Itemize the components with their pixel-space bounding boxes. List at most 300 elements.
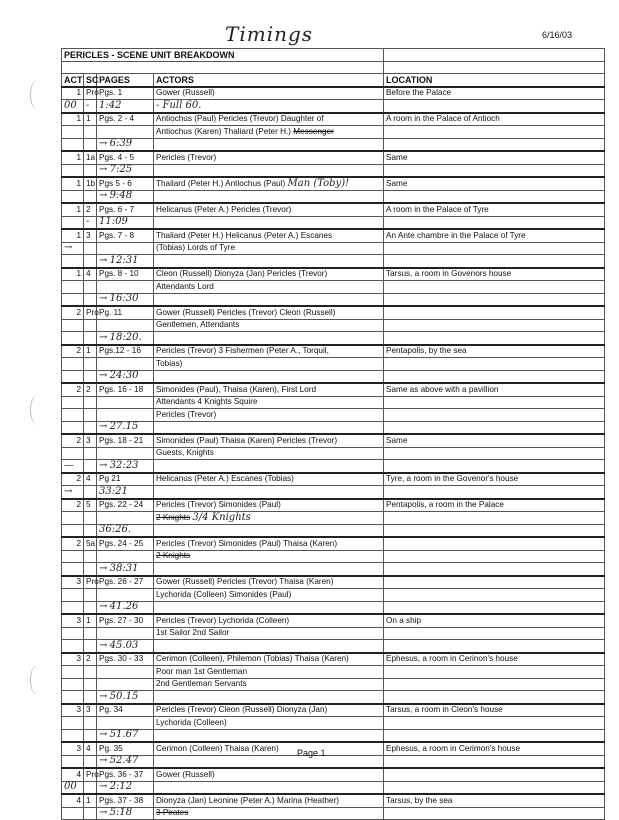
actors-cell <box>154 781 384 794</box>
act-cell: 2 <box>62 345 84 358</box>
act-cell <box>62 100 84 113</box>
scene-cell <box>84 293 97 306</box>
act-cell <box>62 563 84 576</box>
location-cell <box>384 396 605 409</box>
location-cell <box>384 332 605 345</box>
act-cell <box>62 396 84 409</box>
arrow-mark: → <box>99 293 108 305</box>
actors-text: Helicanus (Peter A.) Escanes (Tobias) <box>156 474 294 484</box>
timing-row <box>62 164 605 177</box>
location-cell <box>384 370 605 383</box>
actors-cell <box>154 768 384 781</box>
location-cell: On a ship <box>384 614 605 627</box>
timing-row <box>62 755 605 768</box>
actors-text: Lychorida (Colleen) <box>156 717 227 727</box>
scene-cell <box>84 447 97 460</box>
pages-cell <box>97 563 154 576</box>
act-cell: 1 <box>62 151 84 164</box>
scene-cell: 4 <box>84 473 97 486</box>
pages-cell <box>97 678 154 691</box>
timing-value: 7:25 <box>109 164 133 176</box>
actors-cell <box>154 550 384 563</box>
arrow-mark: → <box>99 729 108 741</box>
act-cell: 3 <box>62 614 84 627</box>
scene-cell <box>84 332 97 345</box>
act-cell <box>62 781 84 794</box>
arrow-mark: → <box>99 781 108 793</box>
actors-text: Helicanus (Peter A.) Pericles (Trevor) <box>156 204 292 214</box>
arrow-mark: → <box>99 601 108 613</box>
act-cell: 1 <box>62 229 84 242</box>
pages-cell <box>97 807 154 820</box>
location-cell: Same <box>384 151 605 164</box>
scene-cell <box>84 421 97 434</box>
scene-row <box>62 87 605 100</box>
timing-value: 38:31 <box>109 562 139 574</box>
pages-cell <box>97 358 154 371</box>
pages-cell <box>97 396 154 409</box>
act-cell <box>62 281 84 294</box>
timing-value: 27.15 <box>109 421 139 433</box>
scene-row <box>62 794 605 807</box>
scene-cell <box>84 691 97 704</box>
pages-cell <box>97 460 154 473</box>
timing-row <box>62 216 605 229</box>
act-cell <box>62 550 84 563</box>
location-cell <box>384 319 605 332</box>
scene-row <box>62 537 605 550</box>
continuation-row <box>62 512 605 525</box>
actors-text: Attendants Lord <box>156 281 214 291</box>
location-cell <box>384 255 605 268</box>
location-cell: Tarsus, a room in Govenors house <box>384 268 605 281</box>
location-cell: A room in the Palace of Tyre <box>384 203 605 216</box>
scene-cell: 3 <box>84 704 97 717</box>
actors-text: Tobias) <box>156 358 183 368</box>
timing-value: 32:23 <box>109 459 139 471</box>
pages-cell: Pgs. 27 - 30 <box>97 614 154 627</box>
continuation-row <box>62 550 605 563</box>
scene-breakdown-table <box>61 48 605 820</box>
arrow-mark: → <box>99 755 108 767</box>
timing-value: 5:18 <box>109 807 133 819</box>
pages-cell <box>97 190 154 203</box>
actors-cell <box>154 678 384 691</box>
actors-text: Antiochus (Karen) Thaliard (Peter H.) <box>156 126 291 136</box>
margin-mark: — <box>64 459 74 471</box>
pages-cell <box>97 691 154 704</box>
timing-row <box>62 601 605 614</box>
scene-cell: 1 <box>84 614 97 627</box>
punch-hole-mark <box>30 665 45 695</box>
timing-value: 11:09 <box>99 216 128 228</box>
location-cell <box>384 691 605 704</box>
continuation-row <box>62 126 605 139</box>
scene-row <box>62 306 605 319</box>
scene-cell <box>84 190 97 203</box>
actors-text: Pericles (Trevor) <box>156 152 217 162</box>
act-cell <box>62 807 84 820</box>
dash-mark: - <box>86 99 90 111</box>
pages-cell <box>97 512 154 525</box>
actors-text: Gentlemen, Attendants <box>156 320 240 330</box>
act-cell <box>62 358 84 371</box>
pages-cell: Pgs. 18 - 21 <box>97 434 154 447</box>
scene-cell <box>84 126 97 139</box>
scene-cell <box>84 358 97 371</box>
pages-cell: Pgs. 30 - 33 <box>97 653 154 666</box>
scene-row <box>62 203 605 216</box>
actors-cell <box>154 151 384 164</box>
act-cell <box>62 216 84 229</box>
location-cell <box>384 537 605 550</box>
actors-cell <box>154 190 384 203</box>
location-cell: Tarsus, by the sea <box>384 794 605 807</box>
pages-cell <box>97 255 154 268</box>
margin-mark: 00 <box>64 99 77 111</box>
arrow-mark: → <box>99 562 108 574</box>
scene-cell: Pro <box>84 768 97 781</box>
timing-value: 9:48 <box>109 190 133 202</box>
actors-cell <box>154 293 384 306</box>
arrow-mark: → <box>99 138 108 150</box>
continuation-row <box>62 717 605 730</box>
location-cell <box>384 717 605 730</box>
location-cell <box>384 281 605 294</box>
scene-cell: Pro <box>84 87 97 100</box>
location-cell <box>384 190 605 203</box>
actors-text: Gower (Russell) <box>156 88 215 98</box>
timing-row <box>62 100 605 113</box>
location-cell <box>384 293 605 306</box>
pages-cell: Pgs. 36 - 37 <box>97 768 154 781</box>
page-number: Page 1 <box>297 748 326 758</box>
actors-text: Pericles (Trevor) <box>156 409 217 419</box>
actors-cell <box>154 100 384 113</box>
continuation-row <box>62 447 605 460</box>
timing-row <box>62 460 605 473</box>
actors-cell <box>154 306 384 319</box>
location-cell <box>384 640 605 653</box>
act-cell: 2 <box>62 499 84 512</box>
timing-value: 12:31 <box>109 254 139 266</box>
pages-cell <box>97 242 154 255</box>
scene-cell <box>84 409 97 422</box>
timing-value: 18:20. <box>109 331 142 343</box>
scene-row <box>62 614 605 627</box>
actors-cell <box>154 614 384 627</box>
actors-text: Thailard (Peter H.) Antiochus (Paul) <box>156 178 286 188</box>
pages-cell <box>97 447 154 460</box>
col-sc: SC <box>84 74 97 87</box>
actors-cell <box>154 370 384 383</box>
scene-cell <box>84 729 97 742</box>
location-cell <box>384 460 605 473</box>
act-cell <box>62 524 84 537</box>
scene-row <box>62 177 605 190</box>
act-cell <box>62 512 84 525</box>
timing-value: 51.67 <box>109 729 139 741</box>
scene-row <box>62 473 605 486</box>
pages-cell <box>97 421 154 434</box>
location-cell: A room in the Palace of Antioch <box>384 113 605 126</box>
handwritten-note: 3/4 Knights <box>192 511 251 523</box>
location-cell <box>384 550 605 563</box>
timing-row <box>62 293 605 306</box>
pages-cell: Pgs. 22 - 24 <box>97 499 154 512</box>
pages-cell: Pgs. 16 - 18 <box>97 383 154 396</box>
scene-cell <box>84 563 97 576</box>
pages-cell <box>97 293 154 306</box>
act-cell <box>62 460 84 473</box>
arrow-mark: → <box>99 331 108 343</box>
actors-text: Dionyza (Jan) Leonine (Peter A.) Marina (Heather) <box>156 795 339 805</box>
act-cell <box>62 293 84 306</box>
location-cell: Pentapolis, a room in the Palace <box>384 499 605 512</box>
scene-cell: 3 <box>84 229 97 242</box>
actors-cell <box>154 332 384 345</box>
actors-cell <box>154 807 384 820</box>
timing-value: 52.47 <box>109 755 139 767</box>
act-cell: 4 <box>62 768 84 781</box>
pages-cell <box>97 370 154 383</box>
location-cell <box>384 666 605 679</box>
act-cell <box>62 126 84 139</box>
actors-cell <box>154 717 384 730</box>
scene-cell: 1 <box>84 345 97 358</box>
act-cell: 3 <box>62 704 84 717</box>
pages-cell: Pgs. 8 - 10 <box>97 268 154 281</box>
punch-hole-mark <box>30 395 45 425</box>
actors-cell <box>154 563 384 576</box>
scene-cell <box>84 370 97 383</box>
scene-cell <box>84 242 97 255</box>
pages-cell <box>97 550 154 563</box>
scene-row <box>62 345 605 358</box>
actors-text: Cerimon (Colleen) Thaisa (Karen) <box>156 743 279 753</box>
timing-row <box>62 524 605 537</box>
act-cell: 1 <box>62 268 84 281</box>
scene-cell <box>84 138 97 151</box>
scene-cell <box>84 755 97 768</box>
timing-value: 41.26 <box>109 601 139 613</box>
act-cell <box>62 447 84 460</box>
pages-cell: Pg. 34 <box>97 704 154 717</box>
arrow-mark: → <box>99 421 108 433</box>
act-cell: 1 <box>62 87 84 100</box>
act-cell: 2 <box>62 434 84 447</box>
pages-cell <box>97 755 154 768</box>
location-cell <box>384 601 605 614</box>
arrow-mark: → <box>99 370 108 382</box>
scene-row <box>62 653 605 666</box>
actors-cell <box>154 409 384 422</box>
sheet-title-row <box>62 49 605 62</box>
actors-cell <box>154 499 384 512</box>
act-cell <box>62 255 84 268</box>
actors-cell <box>154 138 384 151</box>
actors-cell <box>154 524 384 537</box>
continuation-row <box>62 409 605 422</box>
act-cell: 1 <box>62 203 84 216</box>
scene-cell <box>84 164 97 177</box>
act-cell <box>62 242 84 255</box>
pages-cell: Pgs. 1 <box>97 87 154 100</box>
pages-cell: Pgs. 7 - 8 <box>97 229 154 242</box>
pages-cell <box>97 666 154 679</box>
struck-text: Messenger <box>293 126 334 136</box>
scene-cell: 1 <box>84 113 97 126</box>
actors-text: (Tobias) Lords of Tyre <box>156 243 236 253</box>
location-cell <box>384 100 605 113</box>
pages-cell <box>97 100 154 113</box>
location-cell: Tyre, a room in the Govenor's house <box>384 473 605 486</box>
timing-row <box>62 370 605 383</box>
scene-cell <box>84 550 97 563</box>
scene-cell: 5a <box>84 537 97 550</box>
continuation-row <box>62 627 605 640</box>
scene-cell <box>84 717 97 730</box>
actors-cell <box>154 358 384 371</box>
location-cell <box>384 138 605 151</box>
timing-row <box>62 421 605 434</box>
actors-text: Pericles (Trevor) 3 Fishermen (Peter A., Torquil, <box>156 346 329 356</box>
act-cell: 3 <box>62 742 84 755</box>
pages-cell <box>97 281 154 294</box>
actors-cell <box>154 113 384 126</box>
location-cell <box>384 781 605 794</box>
location-cell: An Ante chambre in the Palace of Tyre <box>384 229 605 242</box>
location-cell <box>384 627 605 640</box>
scene-row <box>62 151 605 164</box>
actors-cell <box>154 421 384 434</box>
timing-value: 45.03 <box>109 639 139 651</box>
scene-cell: Pro <box>84 576 97 589</box>
pages-cell: Pg 21 <box>97 473 154 486</box>
timing-value: 16:30 <box>109 293 139 305</box>
act-cell <box>62 409 84 422</box>
actors-text: Cerimon (Colleen), Philemon (Tobias) Thaisa (Karen) <box>156 654 349 664</box>
continuation-row <box>62 589 605 602</box>
pages-cell <box>97 126 154 139</box>
timing-row <box>62 138 605 151</box>
dash-mark: - <box>86 216 90 228</box>
timing-value: 50.15 <box>109 690 139 702</box>
actors-text: Antiochus (Paul) Pericles (Trevor) Daughter of <box>156 114 324 124</box>
scene-cell <box>84 281 97 294</box>
actors-text: Attendants 4 Knights Squire <box>156 397 258 407</box>
continuation-row <box>62 396 605 409</box>
actors-cell <box>154 537 384 550</box>
pages-cell: Pgs. 6 - 7 <box>97 203 154 216</box>
scene-cell: Pro <box>84 306 97 319</box>
location-cell <box>384 807 605 820</box>
timing-row <box>62 332 605 345</box>
actors-cell <box>154 729 384 742</box>
continuation-row <box>62 319 605 332</box>
handwritten-title: Timings <box>225 22 314 46</box>
actors-cell <box>154 255 384 268</box>
act-cell <box>62 691 84 704</box>
margin-arrow: → <box>64 242 73 254</box>
actors-text: Gower (Russell) Pericles (Trevor) Thaisa (Karen) <box>156 577 334 587</box>
arrow-mark: → <box>99 164 108 176</box>
scene-row <box>62 383 605 396</box>
scene-cell: 3 <box>84 434 97 447</box>
actors-cell <box>154 576 384 589</box>
scene-cell <box>84 486 97 499</box>
scene-cell <box>84 319 97 332</box>
actors-cell <box>154 345 384 358</box>
scene-row <box>62 229 605 242</box>
location-cell <box>384 242 605 255</box>
actors-text: Poor man 1st Gentleman <box>156 666 248 676</box>
col-act: ACT <box>62 74 84 87</box>
sheet-title: PERICLES - SCENE UNIT BREAKDOWN <box>62 49 384 62</box>
act-cell: 2 <box>62 473 84 486</box>
pages-cell <box>97 781 154 794</box>
punch-hole-mark <box>30 80 45 110</box>
actors-cell <box>154 589 384 602</box>
scene-cell <box>84 460 97 473</box>
actors-cell <box>154 486 384 499</box>
act-cell: 4 <box>62 794 84 807</box>
continuation-row <box>62 281 605 294</box>
col-pages: PAGES <box>97 74 154 87</box>
arrow-mark: → <box>99 190 108 202</box>
timing-row <box>62 640 605 653</box>
spacer-row <box>62 61 605 74</box>
scene-row <box>62 499 605 512</box>
actors-cell <box>154 691 384 704</box>
location-cell <box>384 729 605 742</box>
location-cell <box>384 164 605 177</box>
actors-cell <box>154 512 384 525</box>
act-cell: 1 <box>62 177 84 190</box>
continuation-row <box>62 358 605 371</box>
actors-cell <box>154 666 384 679</box>
pages-cell <box>97 589 154 602</box>
timing-row <box>62 807 605 820</box>
scene-row <box>62 576 605 589</box>
timing-value: 2:12 <box>109 781 133 793</box>
pages-cell <box>97 319 154 332</box>
act-cell <box>62 421 84 434</box>
scene-cell <box>84 589 97 602</box>
scene-cell <box>84 678 97 691</box>
actors-cell <box>154 203 384 216</box>
location-cell <box>384 678 605 691</box>
scene-cell <box>84 640 97 653</box>
timing-row <box>62 563 605 576</box>
arrow-mark: → <box>99 690 108 702</box>
act-cell <box>62 319 84 332</box>
actors-text: Guests, Knights <box>156 448 214 458</box>
pages-cell <box>97 138 154 151</box>
pages-cell: Pg. 11 <box>97 306 154 319</box>
pages-cell <box>97 486 154 499</box>
actors-text: Gower (Russell) <box>156 769 215 779</box>
act-cell <box>62 138 84 151</box>
handwritten-note: Man (Toby)! <box>287 177 350 189</box>
act-cell <box>62 729 84 742</box>
location-cell: Ephesus, a room in Cerinon's house <box>384 653 605 666</box>
scene-cell <box>84 524 97 537</box>
timing-row <box>62 486 605 499</box>
pages-cell <box>97 627 154 640</box>
col-actors: ACTORS <box>154 74 384 87</box>
act-cell <box>62 486 84 499</box>
